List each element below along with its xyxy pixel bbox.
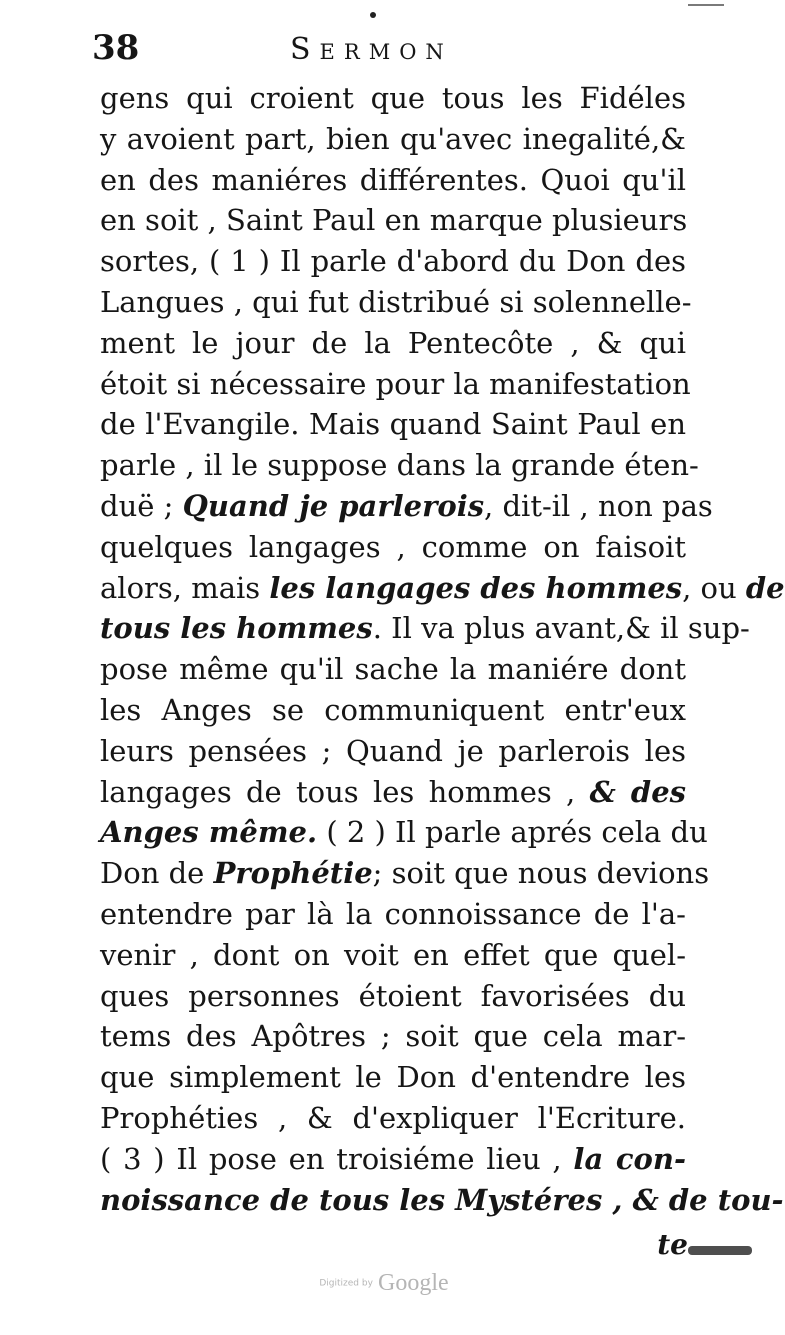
italic-segment: noissance de tous les Mystéres , & de tou- <box>100 1182 784 1217</box>
text-line <box>100 78 686 119</box>
watermark-logo: Google <box>378 1270 449 1296</box>
italic-segment: & des <box>589 774 686 809</box>
text-line <box>100 772 686 813</box>
text-segment: étoit si nécessaire pour la manifestation <box>100 366 691 401</box>
italic-segment: Anges même. <box>100 815 318 850</box>
text-segment: Prophéties , & d'expliquer l'Ecriture. <box>100 1100 686 1135</box>
text-line <box>100 812 708 853</box>
text-line <box>100 282 692 323</box>
text-segment: parle , il le suppose dans la grande éten- <box>100 448 699 483</box>
text-segment: sortes, ( 1 ) Il parle d'abord du Don des <box>100 244 686 279</box>
text-line <box>100 160 686 201</box>
text-segment: ques personnes étoient favorisées du <box>100 978 686 1013</box>
text-segment: entendre par là la connoissance de l'a- <box>100 896 686 931</box>
text-line <box>100 364 691 405</box>
text-segment: , dit-il , non pas <box>484 488 713 523</box>
page-number: 38 <box>92 28 140 68</box>
italic-segment: Prophétie <box>213 856 373 891</box>
text-line <box>100 1139 686 1180</box>
text-line <box>100 241 686 282</box>
ink-smudge <box>688 1246 752 1255</box>
text-segment: y avoient part, bien qu'avec inegalité,& <box>100 121 686 156</box>
text-segment: en soit , Saint Paul en marque plusieurs <box>100 203 688 238</box>
text-segment: venir , dont on voit en effet que quel- <box>100 937 686 972</box>
text-line <box>100 894 686 935</box>
text-line <box>100 608 750 649</box>
ink-spot <box>370 12 376 18</box>
italic-segment: les langages des hommes <box>269 570 683 605</box>
text-segment: en des maniéres différentes. Quoi qu'il <box>100 162 686 197</box>
catchword: te <box>657 1228 688 1261</box>
text-segment: gens qui croient que tous les Fidéles <box>100 81 686 115</box>
text-line <box>100 486 713 527</box>
text-segment: , ou <box>682 570 746 605</box>
text-segment: quelques langages , comme on faisoit <box>100 529 686 564</box>
text-segment: Don de <box>100 856 214 891</box>
text-segment: de l'Evangile. Mais quand Saint Paul en <box>100 407 686 442</box>
text-line <box>100 690 686 731</box>
scan-mark <box>688 4 724 6</box>
text-segment: pose même qu'il sache la maniére dont <box>100 652 686 687</box>
text-line <box>100 568 785 609</box>
text-line <box>100 119 686 160</box>
text-segment: Langues , qui fut distribué si solennelle- <box>100 284 692 319</box>
text-segment: . Il va plus avant,& il sup- <box>372 611 750 646</box>
text-line <box>100 935 686 976</box>
watermark-prefix: Digitized by <box>319 1278 373 1289</box>
text-segment: alors, mais <box>100 570 270 605</box>
text-segment: les Anges se communiquent entr'eux <box>100 692 686 727</box>
text-segment: que simplement le Don d'entendre les <box>100 1060 686 1095</box>
text-line <box>100 445 699 486</box>
italic-segment: de <box>745 570 785 605</box>
text-line <box>100 1180 784 1221</box>
text-line <box>100 976 686 1017</box>
text-line <box>100 1016 686 1057</box>
text-line <box>100 731 686 772</box>
text-line <box>100 1098 686 1139</box>
text-line <box>100 404 686 445</box>
text-segment: leurs pensées ; Quand je parlerois les <box>100 733 686 768</box>
body-text <box>100 78 785 1220</box>
italic-segment: la con- <box>573 1141 686 1176</box>
text-segment: ; soit que nous devions <box>372 856 710 891</box>
text-line <box>100 1057 686 1098</box>
text-line <box>100 200 686 241</box>
italic-segment: Quand je parlerois <box>182 488 485 523</box>
running-head: Sermon <box>290 32 453 67</box>
text-segment: tems des Apôtres ; soit que cela mar- <box>100 1019 686 1054</box>
text-segment: ( 3 ) Il pose en troisiéme lieu , <box>100 1141 574 1176</box>
italic-segment: tous les hommes <box>100 611 373 646</box>
text-segment: duë ; <box>100 488 183 523</box>
page-header <box>92 28 692 74</box>
text-line <box>100 853 710 894</box>
text-segment: ment le jour de la Pentecôte , & qui <box>100 325 686 360</box>
digitized-watermark <box>0 1270 768 1297</box>
text-line <box>100 649 686 690</box>
text-line <box>100 527 686 568</box>
text-line <box>100 323 686 364</box>
text-segment: langages de tous les hommes , <box>100 774 590 809</box>
text-segment: ( 2 ) Il parle aprés cela du <box>317 815 708 850</box>
